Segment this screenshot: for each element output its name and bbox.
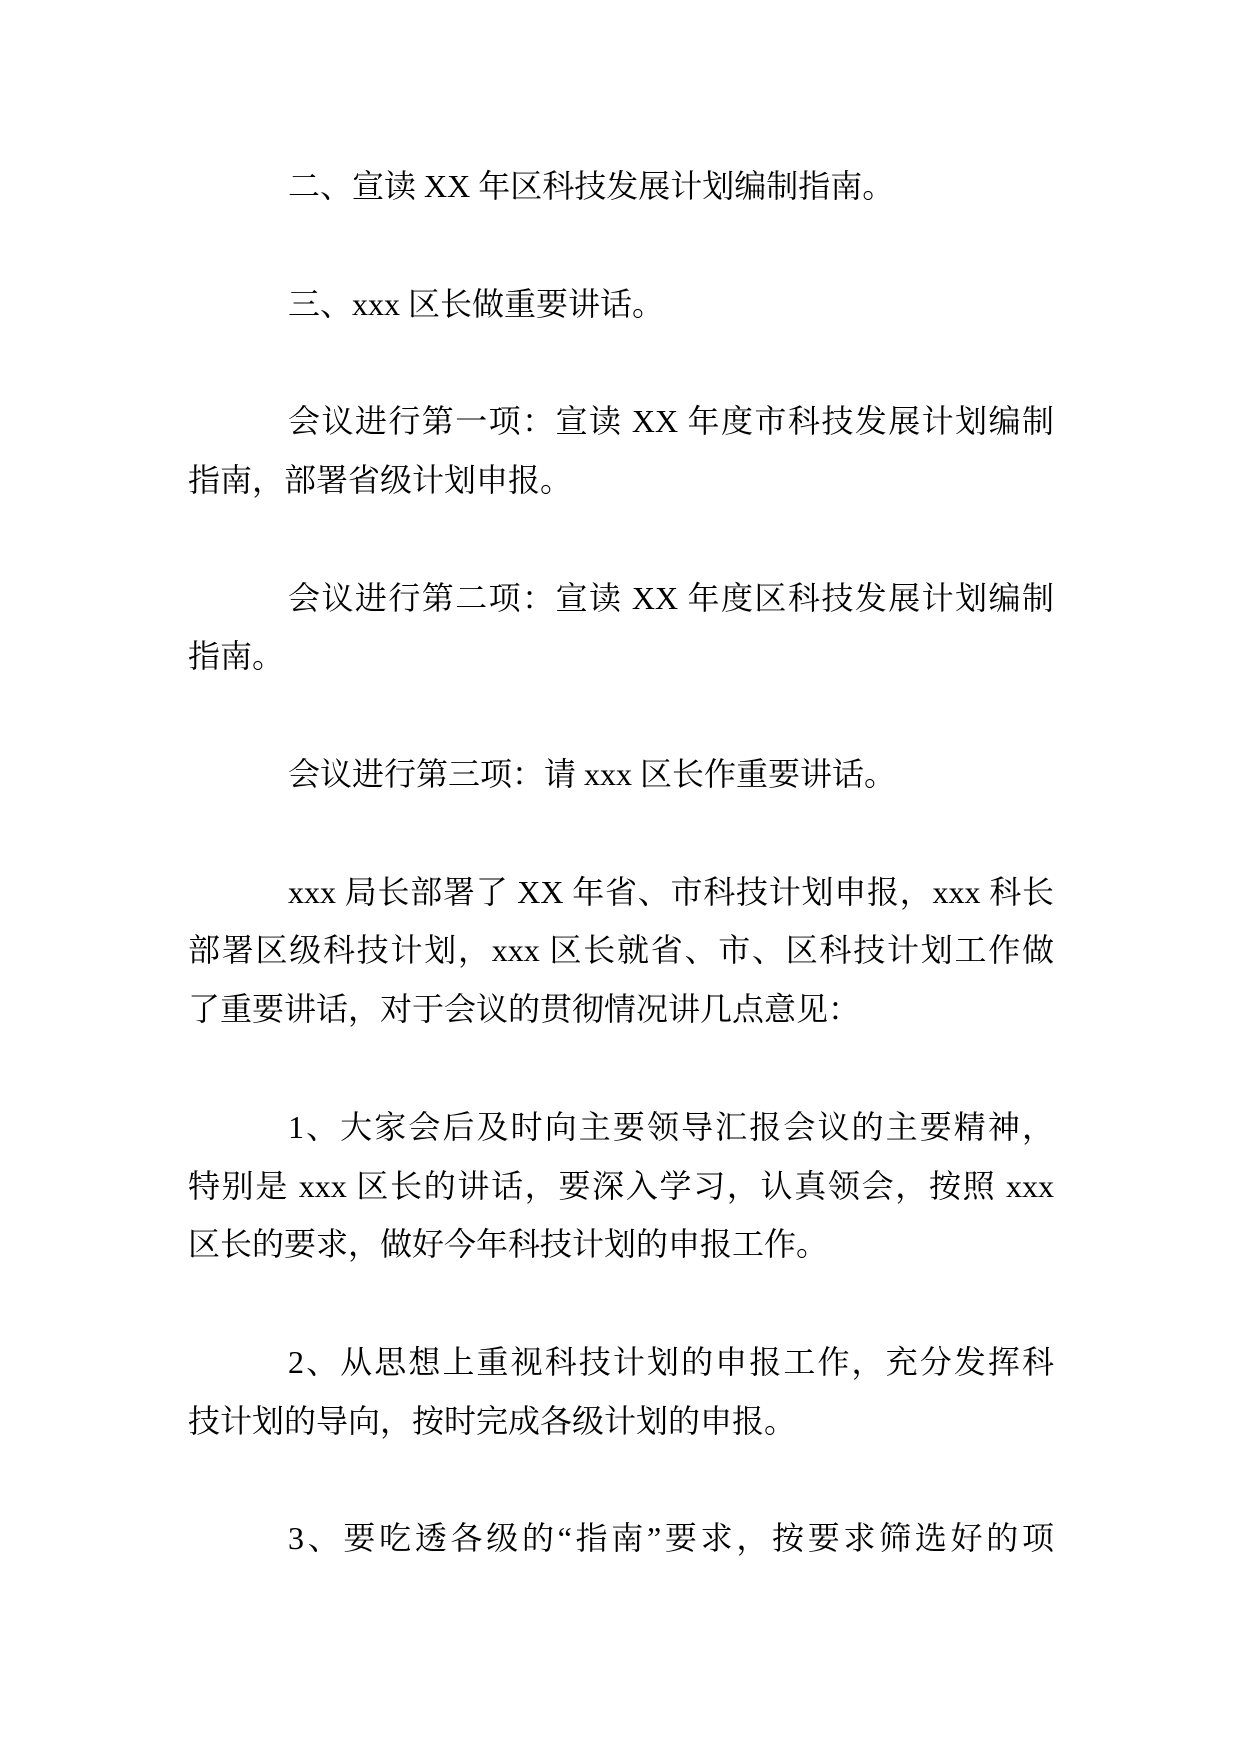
text-line: 1、大家会后及时向主要领导汇报会议的主要精神， [288, 1108, 1054, 1145]
text-line: 指南，部署省级计划申报。 [188, 461, 573, 498]
text-line: 2、从思想上重视科技计划的申报工作，充分发挥科 [288, 1343, 1054, 1380]
paragraph [188, 745, 1054, 804]
text-line: 技计划的导向，按时完成各级计划的申报。 [188, 1402, 797, 1439]
text-line: 特别是 xxx 区长的讲话，要深入学习，认真领会，按照 xxx [188, 1167, 1054, 1204]
paragraph [188, 157, 1054, 216]
text-line: 指南。 [188, 638, 285, 675]
paragraph [188, 863, 1054, 1039]
paragraph [188, 275, 1054, 334]
text-line: 会议进行第一项：宣读 XX 年度市科技发展计划编制 [288, 403, 1054, 440]
text-line: 三、xxx 区长做重要讲话。 [288, 285, 665, 322]
paragraph [188, 1333, 1054, 1451]
text-line: 了重要讲话，对于会议的贯彻情况讲几点意见： [188, 991, 861, 1028]
text-line: 区长的要求，做好今年科技计划的申报工作。 [188, 1226, 829, 1263]
paragraph [188, 569, 1054, 687]
text-line: 二、宣读 XX 年区科技发展计划编制指南。 [288, 168, 895, 204]
paragraph [188, 392, 1054, 510]
paragraph [188, 1509, 1054, 1568]
text-line: 部署区级科技计划，xxx 区长就省、市、区科技计划工作做 [188, 932, 1054, 969]
text-line: 3、要吃透各级的“指南”要求，按要求筛选好的项 [288, 1520, 1054, 1557]
text-line: 会议进行第三项：请 xxx 区长作重要讲话。 [288, 755, 897, 792]
paragraph [188, 1098, 1054, 1274]
text-line: xxx 局长部署了 XX 年省、市科技计划申报，xxx 科长 [288, 873, 1054, 910]
text-line: 会议进行第二项：宣读 XX 年度区科技发展计划编制 [288, 579, 1054, 616]
